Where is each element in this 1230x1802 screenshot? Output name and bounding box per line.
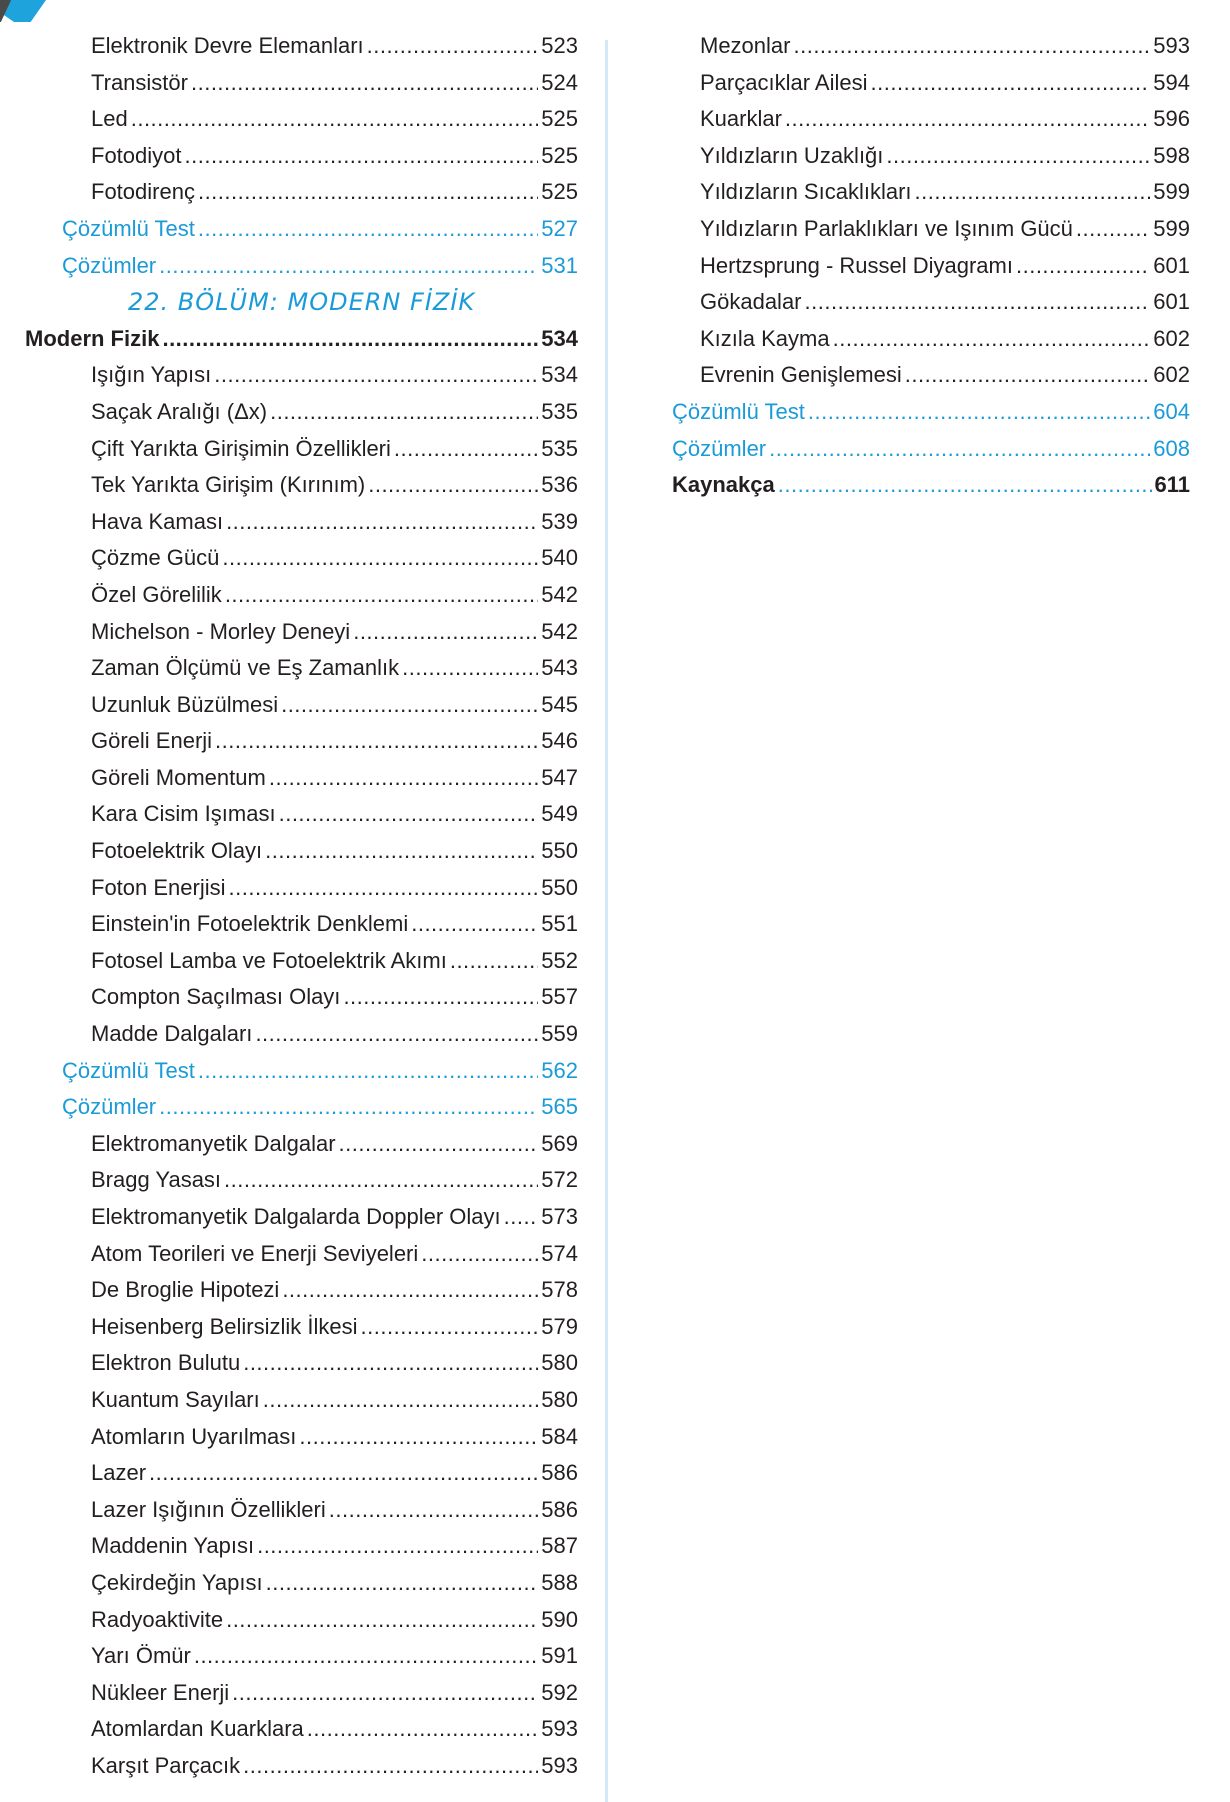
toc-entry[interactable] [0,650,578,687]
toc-entry[interactable] [0,1748,578,1785]
dot-leader [394,431,538,468]
toc-entry-title: Madde Dalgaları [91,1021,253,1047]
dot-leader [131,101,539,138]
toc-entry-page: 525 [541,179,578,205]
toc-entry[interactable] [0,248,578,285]
toc-entry-title: Lazer Işığının Özellikleri [91,1496,326,1522]
toc-entry[interactable] [0,321,578,358]
toc-entry[interactable] [0,1016,578,1053]
toc-entry-page: 557 [541,984,578,1010]
toc-entry[interactable] [660,394,1190,431]
toc-entry[interactable] [0,540,578,577]
toc-entry[interactable] [0,1272,578,1309]
dot-leader [343,979,538,1016]
toc-entry-title: Karşıt Parçacık [91,1752,241,1778]
dot-leader [421,1236,538,1273]
toc-entry-title: Işığın Yapısı [91,362,212,388]
toc-entry-page: 545 [541,691,578,717]
toc-entry-title: Heisenberg Belirsizlik İlkesi [91,1313,358,1339]
toc-entry[interactable] [0,1638,578,1675]
toc-entry-page: 550 [541,838,578,864]
toc-entry[interactable] [0,1419,578,1456]
toc-entry[interactable] [0,1053,578,1090]
toc-entry[interactable] [0,28,578,65]
toc-entry-page: 588 [541,1569,578,1595]
toc-entry-title: Yıldızların Parlaklıkları ve Işınım Gücü [700,215,1073,241]
dot-leader [162,321,538,358]
dot-leader [232,1675,538,1712]
toc-entry-title: Kuarklar [700,106,782,132]
dot-leader [778,467,1152,504]
dot-leader [222,540,538,577]
toc-entry-page: 534 [541,325,578,351]
toc-entry-title: Atomların Uyarılması [91,1423,297,1449]
chapter-heading: 22. BÖLÜM: MODERN FİZİK [128,288,476,317]
toc-left-after-chapter [0,321,578,1785]
toc-entry[interactable] [660,101,1190,138]
toc-entry[interactable] [0,1455,578,1492]
toc-entry-page: 524 [541,69,578,95]
toc-entry-page: 535 [541,398,578,424]
toc-entry-title: Kara Cisim Işıması [91,801,276,827]
toc-entry-title: Çözümlü Test [62,215,195,241]
toc-entry-page: 542 [541,618,578,644]
dot-leader [450,943,538,980]
toc-entry-page: 542 [541,581,578,607]
toc-entry-page: 586 [541,1496,578,1522]
toc-entry-title: Atomlardan Kuarklara [91,1716,304,1742]
dot-leader [194,1638,538,1675]
toc-entry-page: 578 [541,1277,578,1303]
dot-leader [353,614,538,651]
dot-leader [266,1565,539,1602]
toc-entry[interactable] [0,1565,578,1602]
toc-entry-title: Fotoelektrik Olayı [91,838,263,864]
toc-entry-page: 591 [541,1643,578,1669]
toc-entry-title: Modern Fizik [25,325,160,351]
dot-leader [270,394,538,431]
toc-entry-title: Atom Teorileri ve Enerji Seviyeleri [91,1240,419,1266]
toc-entry-title: Transistör [91,69,188,95]
dot-leader [905,357,1151,394]
dot-leader [769,431,1150,468]
toc-entry-page: 551 [541,911,578,937]
toc-entry-page: 590 [541,1606,578,1632]
dot-leader [226,1602,538,1639]
toc-entry-page: 601 [1153,252,1190,278]
dot-leader [307,1711,539,1748]
toc-entry-page: 562 [541,1057,578,1083]
toc-entry-title: Fotodiyot [91,142,182,168]
dot-leader [282,1272,538,1309]
dot-leader [243,1345,538,1382]
toc-entry-title: Elektromanyetik Dalgalarda Doppler Olayı [91,1204,501,1229]
dot-leader [243,1748,538,1785]
toc-entry-page: 559 [541,1021,578,1047]
toc-entry-title: Compton Saçılması Olayı [91,984,341,1010]
toc-entry-title: Saçak Aralığı (Δx) [91,398,268,424]
toc-entry-title: Çekirdeğin Yapısı [91,1569,263,1595]
toc-entry-title: Zaman Ölçümü ve Eş Zamanlık [91,655,400,681]
toc-entry-title: Parçacıklar Ailesi [700,69,868,95]
toc-entry[interactable] [0,906,578,943]
toc-entry-title: Kaynakça [672,472,775,498]
toc-entry-title: Michelson - Morley Deneyi [91,618,351,644]
toc-entry-page: 539 [541,508,578,534]
toc-entry-page: 546 [541,728,578,754]
toc-entry[interactable] [0,687,578,724]
dot-leader [159,1089,538,1126]
dot-leader [361,1309,539,1346]
toc-entry-title: Einstein'in Fotoelektrik Denklemi [91,911,409,937]
toc-entry-title: Kuantum Sayıları [91,1386,260,1412]
toc-entry-title: Nükleer Enerji [91,1679,230,1705]
toc-entry-page: 549 [541,801,578,827]
toc-entry-page: 547 [541,764,578,790]
dot-leader [808,394,1150,431]
toc-entry[interactable] [660,28,1190,65]
toc-entry-page: 565 [541,1094,578,1120]
toc-entry-page: 584 [541,1423,578,1449]
toc-entry-page: 593 [541,1716,578,1742]
toc-entry[interactable] [0,577,578,614]
dot-leader [833,321,1151,358]
dot-leader [785,101,1150,138]
dot-leader [198,211,538,248]
toc-entry[interactable] [0,1492,578,1529]
toc-entry[interactable] [0,1675,578,1712]
toc-entry-title: Göreli Momentum [91,764,266,790]
toc-entry[interactable] [0,1345,578,1382]
toc-entry[interactable] [0,504,578,541]
toc-entry-title: Çözümler [62,252,157,278]
toc-entry-title: Hertzsprung - Russel Diyagramı [700,252,1013,278]
toc-entry[interactable] [0,723,578,760]
toc-entry[interactable] [0,65,578,102]
toc-entry[interactable] [660,211,1190,248]
toc-entry-title: Fotosel Lamba ve Fotoelektrik Akımı [91,947,447,973]
toc-entry-title: Evrenin Genişlemesi [700,362,902,388]
toc-entry-page: 552 [541,947,578,973]
toc-entry-title: Hava Kaması [91,508,224,534]
toc-entry-title: Çözme Gücü [91,545,220,571]
toc-entry[interactable] [0,943,578,980]
dot-leader [1016,248,1150,285]
dot-leader [191,65,538,102]
toc-entry[interactable] [0,431,578,468]
toc-entry-page: 525 [541,106,578,132]
toc-left-column [0,28,578,1785]
dot-leader [265,833,538,870]
toc-entry[interactable] [0,1199,578,1236]
dot-leader [257,1528,538,1565]
toc-left-before-chapter [0,28,578,284]
toc-entry-page: 580 [541,1350,578,1376]
toc-entry-title: Lazer [91,1460,147,1486]
toc-entry[interactable] [660,321,1190,358]
dot-leader [504,1199,539,1236]
toc-entry-title: Çözümlü Test [62,1057,195,1083]
dot-leader [793,28,1150,65]
dot-leader [215,723,538,760]
toc-entry-page: 534 [541,362,578,388]
toc-entry[interactable] [0,1089,578,1126]
toc-entry-title: Fotodirenç [91,179,195,205]
dot-leader [198,1053,538,1090]
toc-entry[interactable] [0,760,578,797]
toc-entry[interactable] [0,833,578,870]
toc-entry-title: Foton Enerjisi [91,874,226,900]
toc-entry[interactable] [660,248,1190,285]
toc-entry-page: 602 [1153,362,1190,388]
toc-entry-title: Tek Yarıkta Girişim (Kırınım) [91,472,366,498]
toc-entry-page: 602 [1153,325,1190,351]
toc-entry-page: 587 [541,1533,578,1559]
dot-leader [159,248,538,285]
toc-entry[interactable] [0,979,578,1016]
dot-leader [198,174,538,211]
toc-entry-page: 536 [541,472,578,498]
toc-entry-page: 573 [541,1204,578,1229]
dot-leader [229,870,539,907]
toc-entry-title: Yarı Ömür [91,1643,191,1669]
dot-leader [185,138,539,175]
toc-entry-page: 592 [541,1679,578,1705]
toc-entry-title: Kızıla Kayma [700,325,830,351]
dot-leader [279,796,539,833]
dot-leader [915,174,1151,211]
column-divider [605,40,608,1802]
toc-entry-page: 604 [1153,398,1190,424]
toc-entry-page: 540 [541,545,578,571]
toc-entry-title: Radyoaktivite [91,1606,224,1632]
toc-entry[interactable] [660,431,1190,468]
toc-entry-page: 525 [541,142,578,168]
dot-leader [226,504,538,541]
toc-entry-page: 550 [541,874,578,900]
toc-entry-page: 596 [1153,106,1190,132]
toc-entry-page: 535 [541,435,578,461]
toc-entry[interactable] [0,101,578,138]
toc-entry[interactable] [0,1236,578,1273]
toc-entry-page: 527 [541,215,578,241]
toc-entry[interactable] [0,138,578,175]
toc-entry[interactable] [0,394,578,431]
toc-entry-page: 594 [1153,69,1190,95]
toc-entry-page: 586 [541,1460,578,1486]
toc-entry-page: 579 [541,1313,578,1339]
toc-right-column [660,28,1190,504]
toc-entry-page: 611 [1154,472,1190,498]
toc-entry-page: 572 [541,1167,578,1193]
toc-entry-page: 598 [1153,142,1190,168]
dot-leader [367,28,539,65]
toc-entry[interactable] [0,614,578,651]
toc-entry-page: 531 [541,252,578,278]
toc-entry-page: 599 [1153,179,1190,205]
toc-entry[interactable] [0,1162,578,1199]
dot-leader [149,1455,538,1492]
toc-entry[interactable] [0,467,578,504]
toc-entry-title: Çözümler [672,435,767,461]
toc-entry[interactable] [0,870,578,907]
dot-leader [299,1419,538,1456]
toc-entry-title: Uzunluk Büzülmesi [91,691,279,717]
dot-leader [224,1162,538,1199]
toc-entry-title: Led [91,106,128,132]
toc-entry-title: Elektronik Devre Elemanları [91,33,364,58]
toc-entry-title: Maddenin Yapısı [91,1533,255,1559]
toc-entry-title: Çözümler [62,1094,157,1120]
dot-leader [402,650,538,687]
dot-leader [269,760,538,797]
toc-entry-title: Bragg Yasası [91,1167,222,1193]
toc-entry-page: 569 [541,1130,578,1156]
toc-entry[interactable] [0,1126,578,1163]
toc-entry-title: Yıldızların Uzaklığı [700,142,884,168]
dot-leader [214,357,538,394]
dot-leader [339,1126,539,1163]
toc-entry-title: Özel Görelilik [91,581,222,607]
toc-entry[interactable] [660,357,1190,394]
dot-leader [805,284,1151,321]
dot-leader [225,577,538,614]
toc-entry[interactable] [0,796,578,833]
toc-entry[interactable] [660,138,1190,175]
toc-entry-page: 574 [541,1240,578,1266]
toc-entry[interactable] [0,1711,578,1748]
toc-entry[interactable] [660,467,1190,504]
toc-entry[interactable] [660,284,1190,321]
toc-entry[interactable] [0,357,578,394]
toc-entry[interactable] [0,1382,578,1419]
toc-entry-page: 543 [541,655,578,681]
toc-entry[interactable] [0,174,578,211]
toc-entry-page: 580 [541,1386,578,1412]
toc-entry[interactable] [0,1602,578,1639]
dot-leader [886,138,1150,175]
toc-entry[interactable] [0,1528,578,1565]
dot-leader [329,1492,539,1529]
toc-right-list [660,28,1190,504]
toc-entry[interactable] [0,1309,578,1346]
toc-entry[interactable] [0,211,578,248]
toc-entry-page: 599 [1153,215,1190,241]
corner-decoration [0,0,58,22]
dot-leader [368,467,538,504]
dot-leader [281,687,538,724]
toc-entry[interactable] [660,65,1190,102]
toc-entry-title: De Broglie Hipotezi [91,1277,280,1303]
toc-entry-title: Göreli Enerji [91,728,213,754]
dot-leader [871,65,1151,102]
dot-leader [263,1382,539,1419]
toc-entry-title: Çözümlü Test [672,398,805,424]
toc-entry-title: Mezonlar [700,33,791,58]
toc-entry-page: 601 [1153,289,1190,315]
toc-entry-page: 593 [541,1752,578,1778]
dot-leader [411,906,538,943]
dot-leader [1076,211,1150,248]
toc-entry-page: 608 [1153,435,1190,461]
dot-leader [255,1016,538,1053]
toc-entry-title: Yıldızların Sıcaklıkları [700,179,912,205]
toc-entry[interactable] [660,174,1190,211]
toc-entry-page: 593 [1153,33,1190,58]
toc-entry-title: Çift Yarıkta Girişimin Özellikleri [91,435,391,461]
toc-entry-title: Elektromanyetik Dalgalar [91,1130,336,1156]
toc-entry-title: Gökadalar [700,289,802,315]
toc-entry-title: Elektron Bulutu [91,1350,241,1376]
toc-entry-page: 523 [541,33,578,58]
